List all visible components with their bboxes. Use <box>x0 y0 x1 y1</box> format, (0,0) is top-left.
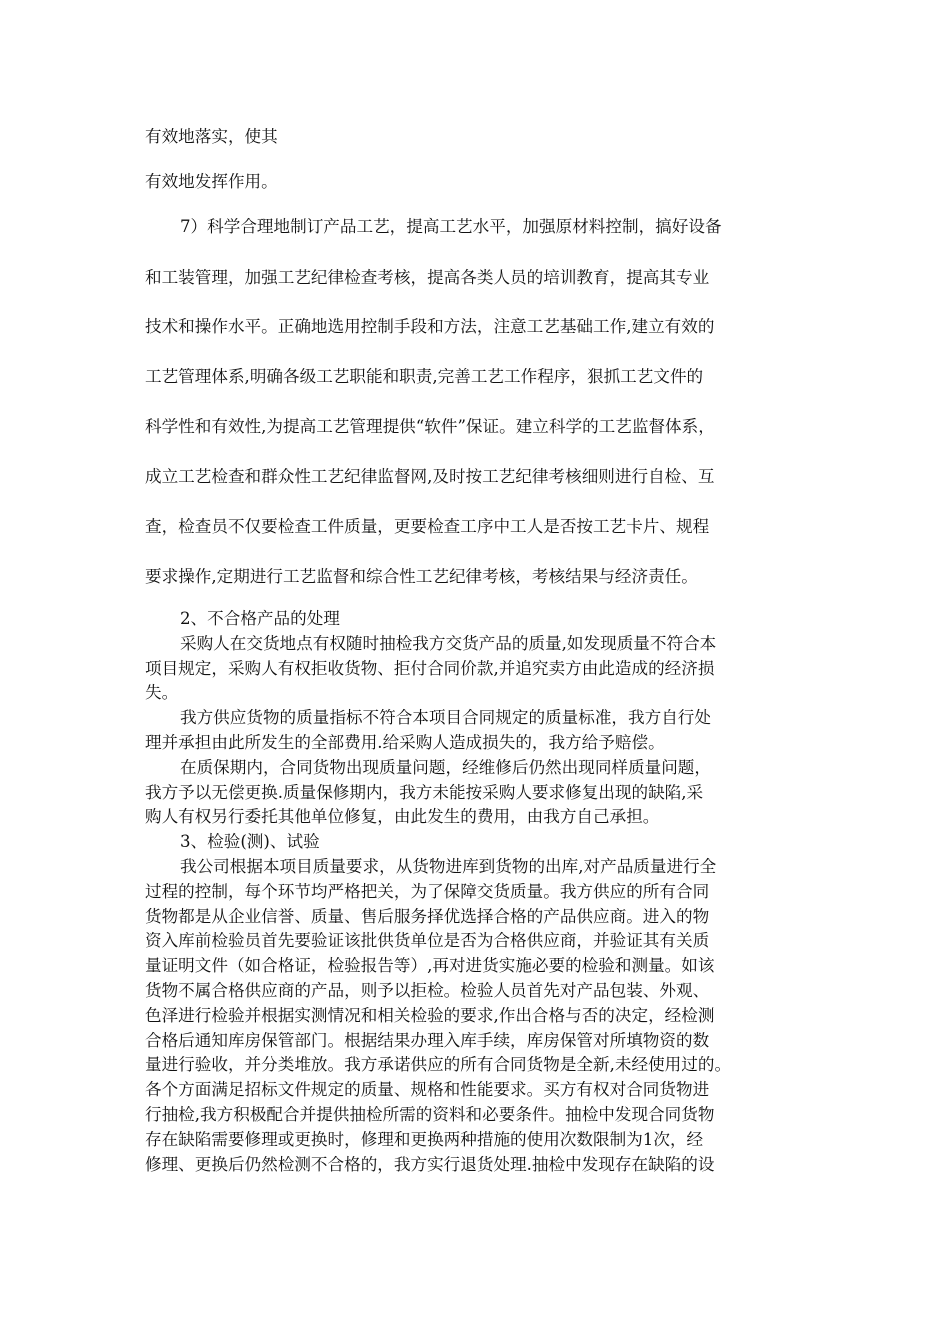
section2-line: 我方予以无偿更换.质量保修期内，我方未能按采购人要求修复出现的缺陷,采 <box>145 783 704 802</box>
section3-line: 量证明文件（如合格证，检验报告等）,再对进货实施必要的检验和测量。如该 <box>145 956 715 975</box>
section7-line: 要求操作,定期进行工艺监督和综合性工艺纪律考核，考核结果与经济责任。 <box>145 567 698 586</box>
section2-line: 采购人在交货地点有权随时抽检我方交货产品的质量,如发现质量不符合本 <box>180 634 717 653</box>
section3-line: 合格后通知库房保管部门。根据结果办理入库手续，库房保管对所填物资的数 <box>145 1031 710 1050</box>
section7-line: 成立工艺检查和群众性工艺纪律监督网,及时按工艺纪律考核细则进行自检、互 <box>145 467 715 486</box>
section3-line: 修理、更换后仍然检测不合格的，我方实行退货处理.抽检中发现存在缺陷的设 <box>145 1155 715 1174</box>
section2-line: 我方供应货物的质量指标不符合本项目合同规定的质量标准，我方自行处 <box>180 708 711 727</box>
section7-line: 7）科学合理地制订产品工艺，提高工艺水平，加强原材料控制，搞好设备 <box>180 217 722 236</box>
section3-line: 量进行验收，并分类堆放。我方承诺供应的所有合同货物是全新,未经使用过的。 <box>145 1055 732 1074</box>
section2-line: 购人有权另行委托其他单位修复，由此发生的费用，由我方自己承担。 <box>145 807 660 826</box>
section3-line: 货物不属合格供应商的产品，则予以拒检。检验人员首先对产品包装、外观、 <box>145 981 710 1000</box>
section7-line: 技术和操作水平。正确地选用控制手段和方法，注意工艺基础工作,建立有效的 <box>145 317 715 336</box>
section2-line: 项目规定，采购人有权拒收货物、拒付合同价款,并追究卖方由此造成的经济损 <box>145 659 715 678</box>
section3-line: 资入库前检验员首先要验证该批供货单位是否为合格供应商，并验证其有关质 <box>145 931 710 950</box>
section7-line: 查，检查员不仅要检查工件质量，更要检查工序中工人是否按工艺卡片、规程 <box>145 517 710 536</box>
section3-line: 货物都是从企业信誉、质量、售后服务择优选择合格的产品供应商。进入的物 <box>145 907 710 926</box>
section7-line: 和工装管理，加强工艺纪律检查考核，提高各类人员的培训教育，提高其专业 <box>145 268 710 287</box>
section2-line: 理并承担由此所发生的全部费用.给采购人造成损失的，我方给予赔偿。 <box>145 733 665 752</box>
text-line: 有效地发挥作用。 <box>145 172 278 191</box>
section2-line: 失。 <box>145 683 179 702</box>
section3-line: 各个方面满足招标文件规定的质量、规格和性能要求。买方有权对合同货物进 <box>145 1080 710 1099</box>
section7-line: 工艺管理体系,明确各级工艺职能和职责,完善工艺工作程序，狠抓工艺文件的 <box>145 367 704 386</box>
section3-line: 行抽检,我方积极配合并提供抽检所需的资料和必要条件。抽检中发现合同货物 <box>145 1105 715 1124</box>
section3-line: 过程的控制，每个环节均严格把关，为了保障交货质量。我方供应的所有合同 <box>145 882 710 901</box>
section-heading: 2、不合格产品的处理 <box>180 609 340 628</box>
text-line: 有效地落实，使其 <box>145 127 278 146</box>
section3-line: 存在缺陷需要修理或更换时，修理和更换两种措施的使用次数限制为1次，经 <box>145 1130 704 1149</box>
section3-line: 我公司根据本项目质量要求，从货物进库到货物的出库,对产品质量进行全 <box>180 857 717 876</box>
section7-line: 科学性和有效性,为提高工艺管理提供“软件”保证。建立科学的工艺监督体系， <box>145 417 715 436</box>
section-heading: 3、检验(测)、试验 <box>180 832 320 851</box>
section3-line: 色泽进行检验并根据实测情况和相关检验的要求,作出合格与否的决定，经检测 <box>145 1006 715 1025</box>
section2-line: 在质保期内，合同货物出现质量问题，经维修后仍然出现同样质量问题， <box>180 758 711 777</box>
